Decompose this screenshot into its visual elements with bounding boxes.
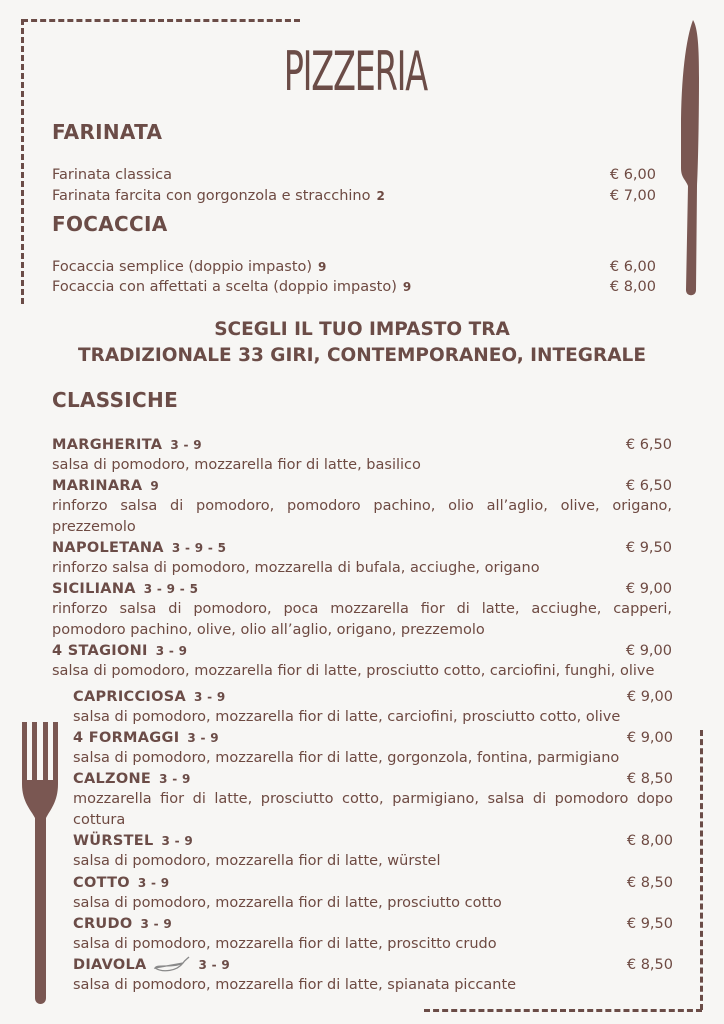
pizza-item-marinara (52, 476, 672, 537)
pizza-item-wurstel (73, 831, 673, 872)
pizza-description: mozzarella fior di latte, prosciutto cotto, parmigiano, salsa di pomodoro dopo cottura (73, 791, 673, 828)
pizza-price: € 6,50 (625, 478, 672, 494)
pizza-description: salsa di pomodoro, mozzarella fior di latte, würstel (73, 853, 441, 869)
pizza-name: COTTO (73, 875, 130, 891)
pizza-description: salsa di pomodoro, mozzarella fior di latte, carciofini, prosciutto cotto, olive (73, 709, 621, 725)
pizza-price: € 9,00 (625, 643, 672, 659)
section-title-classiche: CLASSICHE (52, 388, 179, 412)
section-title-focaccia: FOCACCIA (52, 212, 168, 236)
pizza-price: € 8,50 (626, 957, 673, 973)
pizza-name: CRUDO (73, 916, 133, 932)
menu-item (52, 277, 656, 297)
pizza-price: € 9,00 (626, 730, 673, 746)
item-price: € 8,00 (609, 279, 656, 295)
allergen-code: 3 - 9 - 5 (143, 582, 199, 596)
item-name: Farinata farcita con gorgonzola e stracchino (52, 188, 371, 204)
page-title: PIZZERIA (283, 40, 427, 103)
allergen-code: 3 - 9 (194, 690, 226, 704)
allergen-code: 3 - 9 - 5 (171, 541, 227, 555)
pizza-price: € 8,50 (626, 771, 673, 787)
pizza-description: salsa di pomodoro, mozzarella fior di latte, prosciutto cotto (73, 895, 502, 911)
menu-item (52, 186, 656, 206)
allergen-code: 3 - 9 (137, 876, 170, 890)
item-name: Farinata classica (52, 167, 173, 183)
allergen-code: 3 - 9 (155, 644, 188, 658)
pizza-item-cotto (73, 873, 673, 914)
allergen-code: 3 - 9 (161, 834, 194, 848)
pizza-item-diavola (73, 955, 673, 996)
chili-pepper-icon (153, 956, 191, 974)
pizza-name: CAPRICCIOSA (73, 689, 187, 705)
frame-bottom-border (424, 1009, 702, 1012)
allergen-code: 9 (150, 479, 160, 493)
pizza-price: € 9,50 (626, 916, 673, 932)
allergen-code: 3 - 9 (159, 772, 191, 786)
allergen-code: 9 (402, 280, 412, 294)
knife-icon (676, 18, 704, 300)
menu-item (52, 257, 656, 277)
pizza-name: 4 STAGIONI (52, 643, 148, 659)
pizza-item-capricciosa (73, 687, 673, 728)
pizza-price: € 8,00 (626, 833, 673, 849)
pizza-price: € 9,00 (626, 689, 673, 705)
pizza-description: salsa di pomodoro, mozzarella fior di latte, proscitto crudo (73, 936, 497, 952)
fork-icon (18, 722, 64, 1006)
allergen-code: 3 - 9 (140, 917, 172, 931)
item-price: € 7,00 (609, 188, 656, 204)
pizza-price: € 6,50 (625, 437, 672, 453)
dough-banner-line2: TRADIZIONALE 33 GIRI, CONTEMPORANEO, INTEGRALE (78, 345, 646, 366)
allergen-code: 3 - 9 (170, 438, 202, 452)
pizza-description: salsa di pomodoro, mozzarella fior di latte, basilico (52, 457, 421, 473)
pizza-name: 4 FORMAGGI (73, 730, 180, 746)
item-name: Focaccia con affettati a scelta (doppio impasto) (52, 279, 397, 295)
item-name: Focaccia semplice (doppio impasto) (52, 259, 313, 275)
pizza-description: salsa di pomodoro, mozzarella fior di latte, spianata piccante (73, 977, 517, 993)
pizza-item-calzone (73, 769, 673, 830)
pizza-name: MARINARA (52, 478, 143, 494)
pizza-description: salsa di pomodoro, mozzarella fior di latte, gorgonzola, fontina, parmigiano (73, 750, 620, 766)
allergen-code: 9 (318, 260, 327, 274)
pizza-item-crudo (73, 914, 673, 955)
pizza-description: salsa di pomodoro, mozzarella fior di latte, prosciutto cotto, carciofini, funghi, olive (52, 663, 655, 679)
pizza-name: MARGHERITA (52, 437, 163, 453)
pizza-description: rinforzo salsa di pomodoro, pomodoro pachino, olio all’aglio, olive, origano, prezzemolo (52, 498, 672, 535)
pizza-name: WÜRSTEL (73, 833, 154, 849)
dough-banner-line1: SCEGLI IL TUO IMPASTO TRA (214, 319, 510, 340)
frame-top-border (22, 19, 300, 22)
item-price: € 6,00 (609, 259, 656, 275)
pizza-description: rinforzo salsa di pomodoro, poca mozzarella fior di latte, acciughe, capperi, pomodoro pachino, olive, olio all’aglio, origano, prezzemolo (52, 601, 672, 638)
pizza-description: rinforzo salsa di pomodoro, mozzarella di bufala, acciughe, origano (52, 560, 540, 576)
pizza-name: SICILIANA (52, 581, 136, 597)
pizza-item-siciliana (52, 579, 672, 640)
pizza-item-4-stagioni (52, 641, 672, 682)
allergen-code: 2 (376, 189, 385, 203)
menu-item (52, 165, 656, 185)
pizza-item-napoletana (52, 538, 672, 579)
pizza-name: NAPOLETANA (52, 540, 164, 556)
pizza-item-4-formaggi (73, 728, 673, 769)
allergen-code: 3 - 9 (187, 731, 219, 745)
pizza-price: € 9,00 (625, 581, 672, 597)
frame-left-border (21, 19, 24, 304)
allergen-code: 3 - 9 (198, 958, 231, 972)
pizza-item-margherita (52, 435, 672, 476)
pizza-price: € 8,50 (626, 875, 673, 891)
pizza-name: DIAVOLA (73, 957, 147, 973)
item-price: € 6,00 (609, 167, 656, 183)
frame-right-border (700, 730, 703, 1010)
section-title-farinata: FARINATA (52, 120, 163, 144)
pizza-name: CALZONE (73, 771, 152, 787)
pizza-price: € 9,50 (625, 540, 672, 556)
